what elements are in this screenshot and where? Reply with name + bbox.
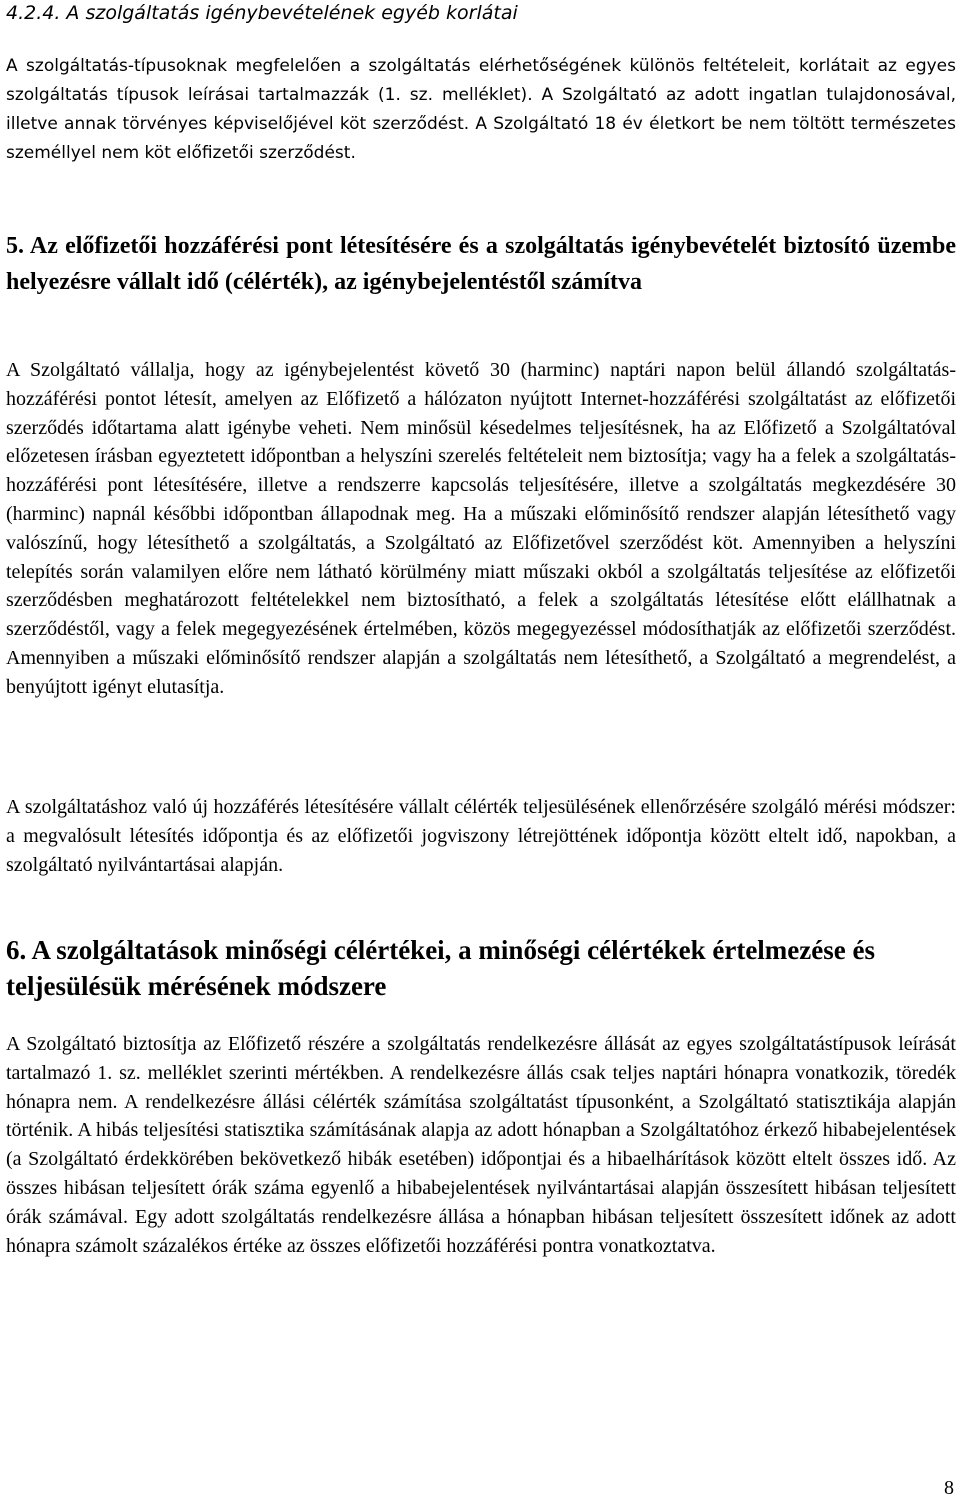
section-heading-5: 5. Az előfizetői hozzáférési pont létesítésére és a szolgáltatás igénybevételét biztosító üzembe helyezésre vállalt idő (célérték), az igénybejelentéstől számítva [6, 233, 956, 295]
section-heading-4-2-4: 4.2.4. A szolgáltatás igénybevételének egyéb korlátai [6, 2, 518, 24]
paragraph-installation-commitment: A Szolgáltató vállalja, hogy az igénybejelentést követő 30 (harminc) naptári napon belül állandó szolgáltatás-hozzáférési pontot létesít, amelyen az Előfizető a hálózaton nyújtott Internet-hozzáférési szolgáltatást az előfizetői szerződés időtartama alatt igénybe veheti. Nem minősül késedelmes teljesítésnek, ha az Előfizető a Szolgáltatóval előzetesen írásban egyeztetett időpontban a helyszíni szerelés feltételeit nem biztosítja; vagy ha a felek a szolgáltatás-hozzáférési pont létesítésére, illetve a rendszerre kapcsolás teljesítésére, illetve a szolgáltatás megkezdésére 30 (harminc) napnál későbbi időpontban állapodnak meg. Ha a műszaki előminősítő rendszer alapján létesíthető vagy valószínű, hogy létesíthető a szolgáltatás, a Szolgáltató az Előfizetővel szerződést köt. Amennyiben a helyszíni telepítés során valamilyen előre nem látható körülmény miatt műszaki okból a szolgáltatás teljesítése az előfizetői szerződésben meghatározott feltételekkel nem biztosítható, a felek a szolgáltatás létesítése előtt elállhatnak a szerződéstől, vagy a felek megegyezésének értelmében, közös megegyezéssel módosíthatják az előfizetői szerződést. Amennyiben a műszaki előminősítő rendszer alapján a szolgáltatás nem létesíthető, a Szolgáltató a megrendelést, a benyújtott igényt elutasítja. [6, 359, 956, 698]
paragraph-service-limits: A szolgáltatás-típusoknak megfelelően a szolgáltatás elérhetőségének különös feltételeit, korlátait az egyes szolgáltatás típusok leírásai tartalmazzák (1. sz. melléklet). A Szolgáltató az adott ingatlan tulajdonosával, illetve annak törvényes képviselőjével köt szerződést. A Szolgáltató 18 év életkort be nem töltött természetes személlyel nem köt előfizetői szerződést. [6, 56, 956, 163]
page-number: 8 [944, 1477, 954, 1499]
paragraph-quality-targets: A Szolgáltató biztosítja az Előfizető részére a szolgáltatás rendelkezésre állását az egyes szolgáltatástípusok leírását tartalmazó 1. sz. melléklet szerinti mértékben. A rendelkezésre állás csak teljes naptári hónapra vonatkozik, töredék hónapra nem. A rendelkezésre állási célérték számítása szolgáltatást típusonként, a Szolgáltató statisztikája alapján történik. A hibás teljesítési statisztika számításának alapja az adott hónapban a Szolgáltatóhoz érkező hibabejelentések (a Szolgáltató érdekkörében bekövetkező hibák esetében) időpontjai és a hibaelhárítások között eltelt összes idő. Az összes hibásan teljesített órák száma egyenlő a hibabejelentések nyilvántartásai alapján összesített hibásan teljesített órák számával. Egy adott szolgáltatás rendelkezésre állása a hónapban hibásan teljesített összesített időnek az adott hónapra számolt százalékos értéke az összes előfizetői hozzáférési pontra vonatkoztatva. [6, 1033, 956, 1257]
paragraph-measurement-method: A szolgáltatáshoz való új hozzáférés létesítésére vállalt célérték teljesülésének ellenőrzésére szolgáló mérési módszer: a megvalósult létesítés időpontja és az előfizetői jogviszony létrejöttének időpontja között eltelt idő, napokban, a szolgáltató nyilvántartásai alapján. [6, 796, 956, 876]
section-heading-6: 6. A szolgáltatások minőségi célértékei, a minőségi célértékek értelmezése és teljesülésük mérésének módszere [6, 935, 875, 1001]
